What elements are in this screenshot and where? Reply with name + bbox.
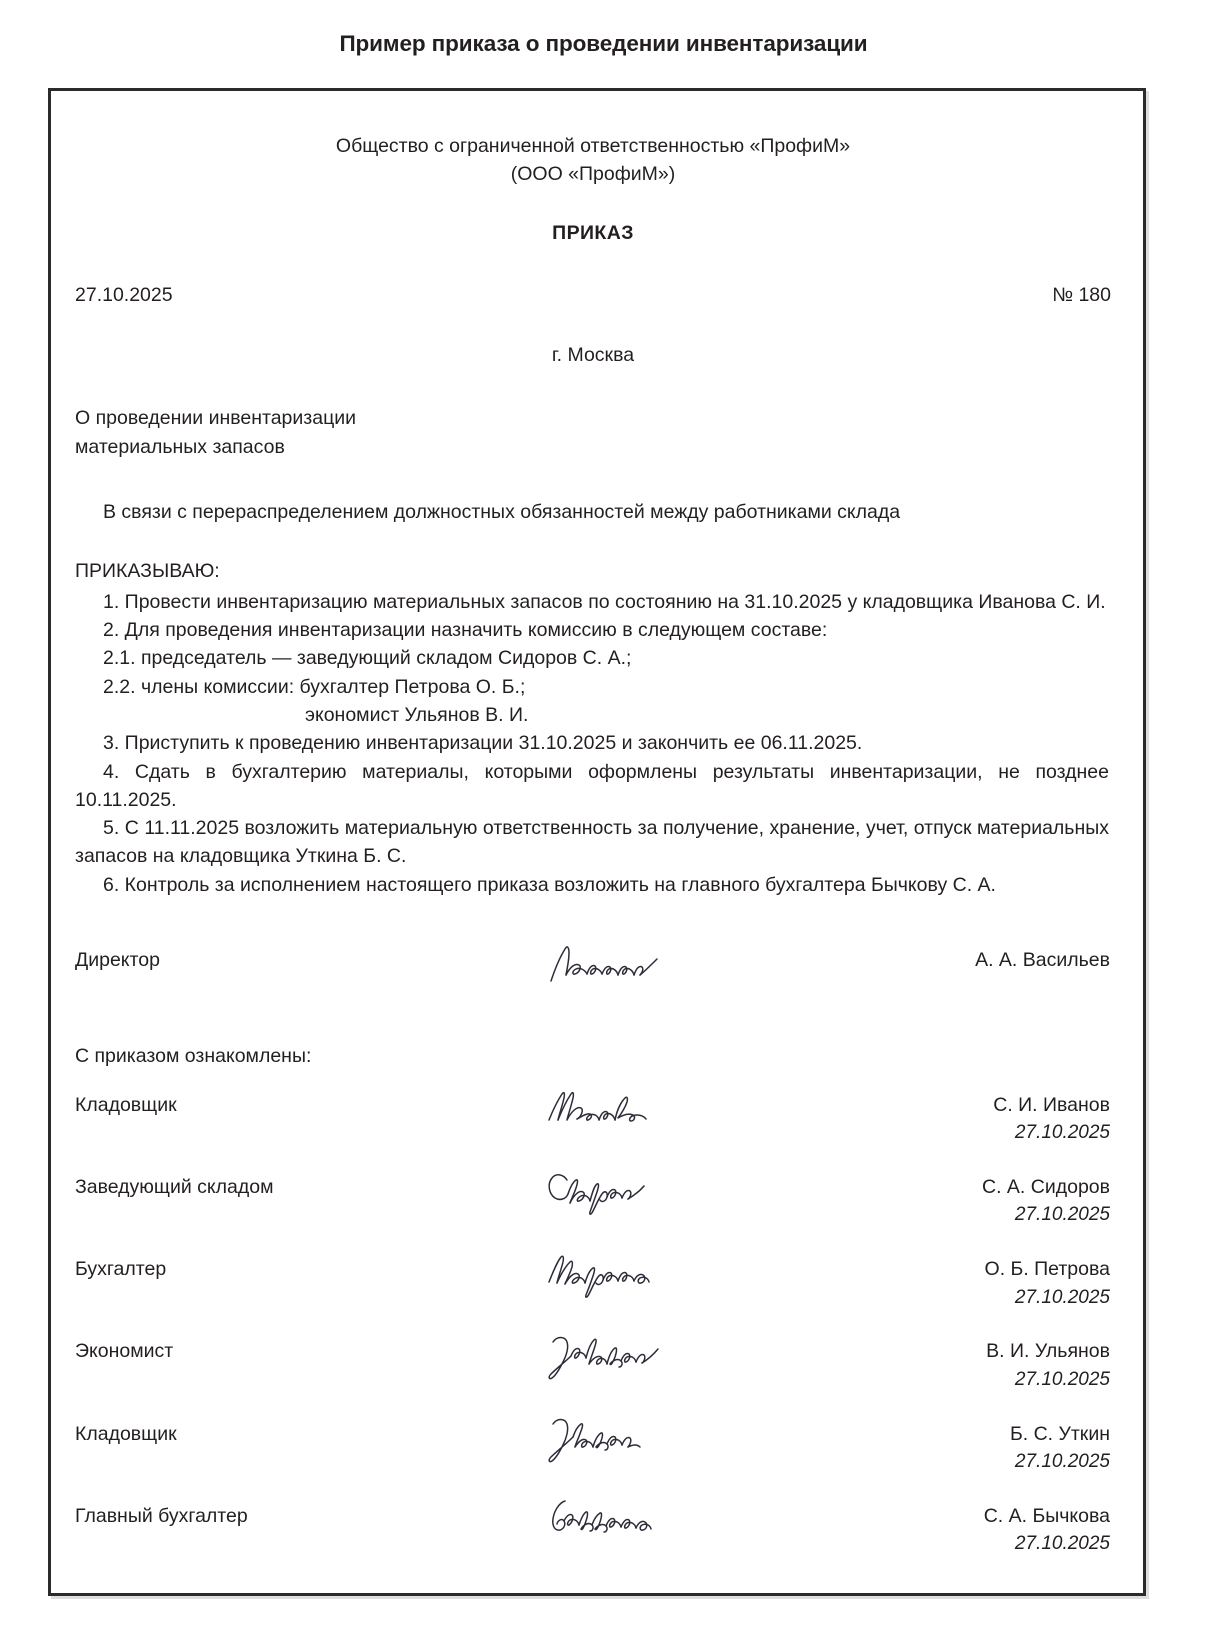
order-preamble: В связи с перераспределением должностных обязанностей между работниками склада [103, 500, 901, 523]
handwritten-signature-petrova [545, 1258, 845, 1284]
signature-date: 27.10.2025 [1014, 1533, 1110, 1555]
signature-date: 27.10.2025 [1014, 1368, 1110, 1390]
order-clause-6: 6. Контроль за исполнением настоящего приказа возложить на главного бухгалтера Бычкову С. А. [103, 873, 996, 896]
signature-date: 27.10.2025 [1014, 1450, 1110, 1472]
signature-role: Главный бухгалтер [75, 1504, 248, 1527]
order-clause-2-1: 2.1. председатель — заведующий складом Сидоров С. А.; [103, 647, 632, 670]
signature-name [845, 1094, 1113, 1145]
order-clause-2-2-member-2: экономист Ульянов В. И. [305, 703, 529, 726]
signature-name-text: О. Б. Петрова [984, 1258, 1110, 1281]
order-city: г. Москва [551, 344, 635, 367]
handwritten-signature-ulyanov [545, 1340, 845, 1366]
acknowledgement-label: С приказом ознакомлены: [75, 1044, 312, 1067]
signature-name-text: Б. С. Уткин [1009, 1422, 1110, 1445]
acknowledgement-list [73, 1094, 1113, 1556]
signature-name-text: С. А. Бычкова [983, 1504, 1110, 1527]
order-subject-line-2: материальных запасов [75, 435, 285, 458]
signature-date: 27.10.2025 [1014, 1204, 1110, 1226]
organization-header [73, 133, 1113, 188]
signature-row-storekeeper-utkin [75, 1423, 1113, 1474]
signature-name [845, 1423, 1113, 1474]
order-verb: ПРИКАЗЫВАЮ: [75, 559, 220, 582]
signature-name [845, 1340, 1113, 1391]
signature-role: Кладовщик [75, 1093, 177, 1116]
order-clauses [73, 588, 1113, 899]
signature-role: Кладовщик [75, 1422, 177, 1445]
signature-role: Бухгалтер [75, 1258, 167, 1281]
signature-name-text: С. И. Иванов [993, 1093, 1110, 1116]
handwritten-signature-vasilev [545, 949, 845, 975]
signature-row-chief-accountant-bychkova [75, 1505, 1113, 1556]
order-clause-2-2: 2.2. члены комиссии: бухгалтер Петрова О. Б.; [103, 675, 526, 698]
order-number: № 180 [1052, 284, 1111, 307]
signature-role: Заведующий складом [75, 1176, 274, 1199]
signature-name [845, 1505, 1113, 1556]
order-clause-2: 2. Для проведения инвентаризации назначить комиссию в следующем составе: [103, 619, 828, 642]
order-clause-3: 3. Приступить к проведению инвентаризации 31.10.2025 и закончить ее 06.11.2025. [103, 732, 863, 755]
signature-role: Экономист [75, 1340, 174, 1363]
org-short-name: (ООО «ПрофиМ») [510, 162, 676, 185]
order-date: 27.10.2025 [75, 284, 173, 307]
order-subject-line-1: О проведении инвентаризации [75, 407, 357, 430]
order-clause-4: 4. Сдать в бухгалтерию материалы, которыми оформлены результаты инвентаризации, не позднее 10.11.2025. [75, 760, 1109, 811]
handwritten-signature-sidorov [545, 1176, 845, 1202]
signature-name-text: В. И. Ульянов [986, 1340, 1110, 1363]
signature-name [845, 1258, 1113, 1309]
signature-name-text: С. А. Сидоров [981, 1176, 1110, 1199]
order-clause-1: 1. Провести инвентаризацию материальных запасов по состоянию на 31.10.2025 у кладовщика Иванова С. И. [103, 590, 1106, 613]
signature-name-text: А. А. Васильев [975, 948, 1110, 971]
order-clause-5: 5. С 11.11.2025 возложить материальную ответственность за получение, хранение, учет, отпуск материальных запасов на кладовщика Уткина Б. С. [75, 817, 1109, 868]
signature-date: 27.10.2025 [1014, 1286, 1110, 1308]
signature-row-director [75, 949, 1113, 995]
signature-name [845, 949, 1113, 972]
handwritten-signature-ivanov [545, 1094, 845, 1120]
document-type-heading: ПРИКАЗ [552, 222, 634, 245]
signature-row-warehouse-manager-sidorov [75, 1176, 1113, 1227]
signature-name [845, 1176, 1113, 1227]
signature-role: Директор [75, 948, 160, 971]
signature-row-accountant-petrova [75, 1258, 1113, 1309]
signature-row-economist-ulyanov [75, 1340, 1113, 1391]
order-sheet [48, 88, 1146, 1596]
signature-row-storekeeper-ivanov [75, 1094, 1113, 1145]
org-full-name: Общество с ограниченной ответственностью «ПрофиМ» [335, 135, 851, 157]
handwritten-signature-utkin [545, 1423, 845, 1449]
order-meta-row [73, 284, 1113, 307]
director-signature-section [73, 949, 1113, 995]
handwritten-signature-bychkova [545, 1505, 845, 1531]
page-title: Пример приказа о проведении инвентаризации [339, 31, 868, 56]
order-subject [73, 404, 1113, 461]
signature-date: 27.10.2025 [1014, 1122, 1110, 1144]
